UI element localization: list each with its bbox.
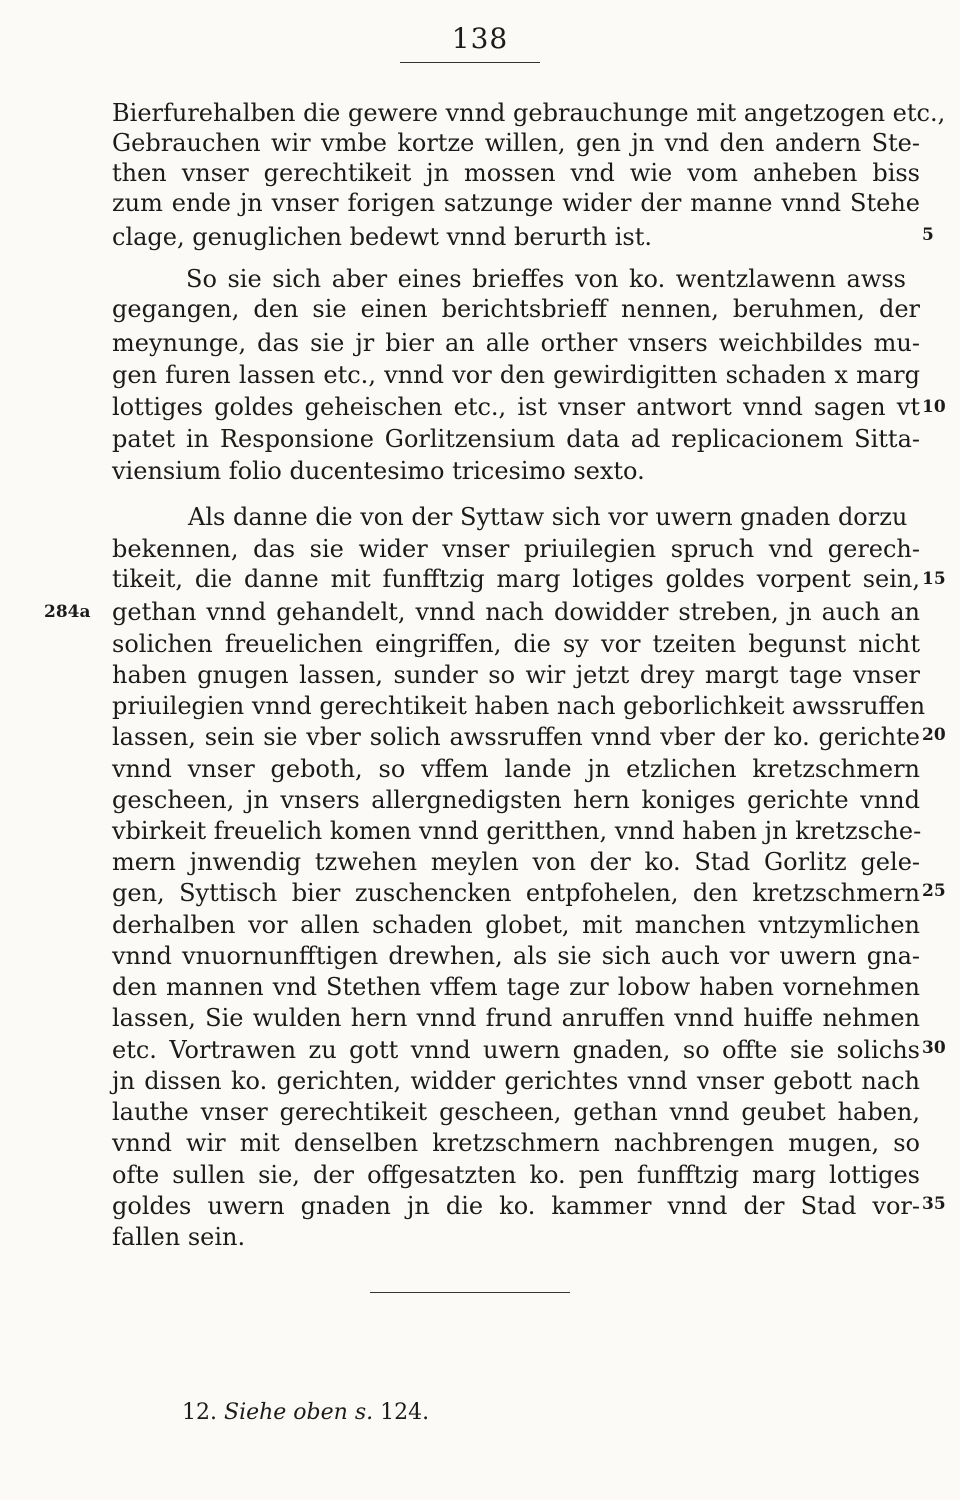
text-line: goldes uwern gnaden jn die ko. kammer vnnd der Stad vor- — [112, 1192, 920, 1220]
text-line: meynunge, das sie jr bier an alle orther vnsers weichbildes mu- — [112, 329, 920, 357]
text-line: vnnd wir mit denselben kretzschmern nachbrengen mugen, so — [112, 1129, 920, 1157]
text-line: lauthe vnser gerechtikeit gescheen, gethan vnnd geubet haben, — [112, 1098, 920, 1126]
line-number: 35 — [922, 1194, 946, 1214]
text-line: tikeit, die danne mit funfftzig marg lotiges goldes vorpent sein, — [112, 565, 920, 593]
page-number: 138 — [451, 22, 509, 55]
line-number: 25 — [922, 881, 946, 901]
footnote-text: Siehe oben s. — [224, 1400, 374, 1425]
text-line: jn dissen ko. gerichten, widder gerichtes vnnd vnser gebott nach — [112, 1067, 920, 1095]
text-line: Als danne die von der Syttaw sich vor uwern gnaden dorzu — [188, 503, 908, 531]
text-line: ofte sullen sie, der offgesatzten ko. pen funfftzig marg lottiges — [112, 1161, 920, 1189]
footnote-ref: 124. — [380, 1400, 430, 1425]
text-line: zum ende jn vnser forigen satzunge wider der manne vnnd Stehe — [112, 189, 920, 217]
text-line: gescheen, jn vnsers allergnedigsten hern koniges gerichte vnnd — [112, 786, 920, 814]
text-line: gen furen lassen etc., vnnd vor den gewirdigitten schaden x marg — [112, 361, 920, 389]
text-line: viensium folio ducentesimo tricesimo sexto. — [112, 457, 645, 485]
text-line: Bierfurehalben die gewere vnnd gebrauchunge mit angetzogen etc., — [112, 99, 946, 127]
margin-note: 284a — [44, 602, 91, 622]
line-number: 5 — [922, 225, 934, 245]
text-line: then vnser gerechtikeit jn mossen vnd wie vom anheben biss — [112, 159, 920, 187]
text-line: derhalben vor allen schaden globet, mit manchen vntzymlichen — [112, 911, 920, 939]
text-line: haben gnugen lassen, sunder so wir jetzt drey margt tage vnser — [112, 661, 920, 689]
text-line: Gebrauchen wir vmbe kortze willen, gen jn vnd den andern Ste- — [112, 129, 920, 157]
text-line: gethan vnnd gehandelt, vnnd nach dowidder streben, jn auch an — [112, 598, 920, 626]
line-number: 15 — [922, 569, 946, 589]
text-line: clage, genuglichen bedewt vnnd berurth ist. — [112, 223, 653, 251]
text-line: lassen, Sie wulden hern vnnd frund anruffen vnnd huiffe nehmen — [112, 1004, 920, 1032]
text-line: patet in Responsione Gorlitzensium data ad replicacionem Sitta- — [112, 425, 920, 453]
text-line: bekennen, das sie wider vnser priuilegien spruch vnd gerech- — [112, 535, 920, 563]
line-number: 30 — [922, 1038, 946, 1058]
page-number-rule — [400, 62, 540, 63]
text-line: fallen sein. — [112, 1223, 246, 1251]
text-line: vnnd vnser geboth, so vffem lande jn etzlichen kretzschmern — [112, 755, 920, 783]
text-line: priuilegien vnnd gerechtikeit haben nach geborlichkeit awssruffen — [112, 692, 926, 720]
line-number: 20 — [922, 725, 946, 745]
footnote-number: 12. — [182, 1400, 217, 1425]
footnote — [182, 1398, 429, 1428]
text-line: etc. Vortrawen zu gott vnnd uwern gnaden, so offte sie solichs — [112, 1036, 920, 1064]
text-line: solichen freuelichen eingriffen, die sy vor tzeiten begunst nicht — [112, 630, 920, 658]
text-line: vnnd vnuornunfftigen drewhen, als sie sich auch vor uwern gna- — [112, 942, 920, 970]
text-line: den mannen vnd Stethen vffem tage zur lobow haben vornehmen — [112, 973, 920, 1001]
text-line: So sie sich aber eines brieffes von ko. wentzlawenn awss — [186, 265, 906, 293]
text-line: lottiges goldes geheischen etc., ist vnser antwort vnnd sagen vt — [112, 393, 920, 421]
text-line: gegangen, den sie einen berichtsbrieff nennen, beruhmen, der — [112, 295, 920, 323]
text-line: gen, Syttisch bier zuschencken entpfohelen, den kretzschmern — [112, 879, 920, 907]
text-line: mern jnwendig tzwehen meylen von der ko. Stad Gorlitz gele- — [112, 848, 920, 876]
text-line: lassen, sein sie vber solich awssruffen vnnd vber der ko. gerichte — [112, 723, 920, 751]
line-number: 10 — [922, 397, 946, 417]
text-line: vbirkeit freuelich komen vnnd geritthen, vnnd haben jn kretzsche- — [112, 817, 922, 845]
footnote-rule — [370, 1292, 570, 1293]
